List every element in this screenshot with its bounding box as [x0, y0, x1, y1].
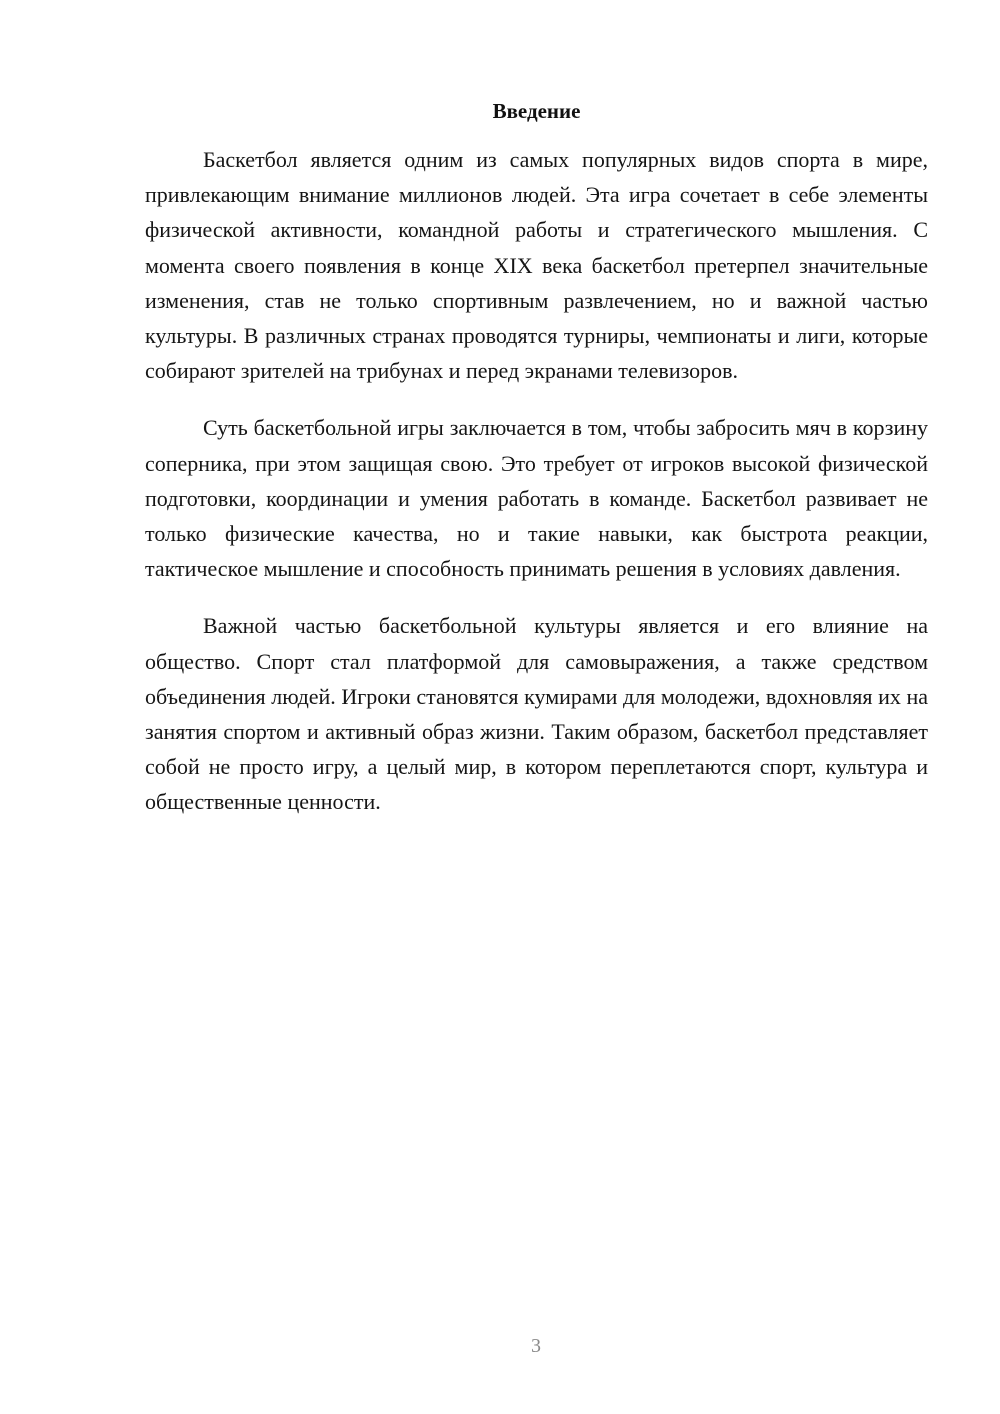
page-number: 3 [531, 1335, 541, 1357]
paragraph-3: Важной частью баскетбольной культуры является и его влияние на общество. Спорт стал платформой для самовыражения, а также средством объединения людей. Игроки становятся кумирами для молодежи, вдохновляя их на занятия спортом и активный образ жизни. Таким образом, баскетбол представляет собой не просто игру, а целый мир, в котором переплетаются спорт, культура и общественные ценности. [145, 613, 928, 815]
paragraph-1: Баскетбол является одним из самых популярных видов спорта в мире, привлекающим внимание миллионов людей. Эта игра сочетает в себе элементы физической активности, командной работы и стратегического мышления. С момента своего появления в конце XIX века баскетбол претерпел значительные изменения, став не только спортивным развлечением, но и важной частью культуры. В различных странах проводятся турниры, чемпионаты и лиги, которые собирают зрителей на трибунах и перед экранами телевизоров. [145, 147, 928, 384]
body-text [145, 142, 928, 842]
paragraph-2: Суть баскетбольной игры заключается в том, чтобы забросить мяч в корзину соперника, при этом защищая свою. Это требует от игроков высокой физической подготовки, координации и умения работать в команде. Баскетбол развивает не только физические качества, но и такие навыки, как быстрота реакции, тактическое мышление и способность принимать решения в условиях давления. [145, 415, 928, 582]
page-title: Введение [492, 99, 581, 123]
